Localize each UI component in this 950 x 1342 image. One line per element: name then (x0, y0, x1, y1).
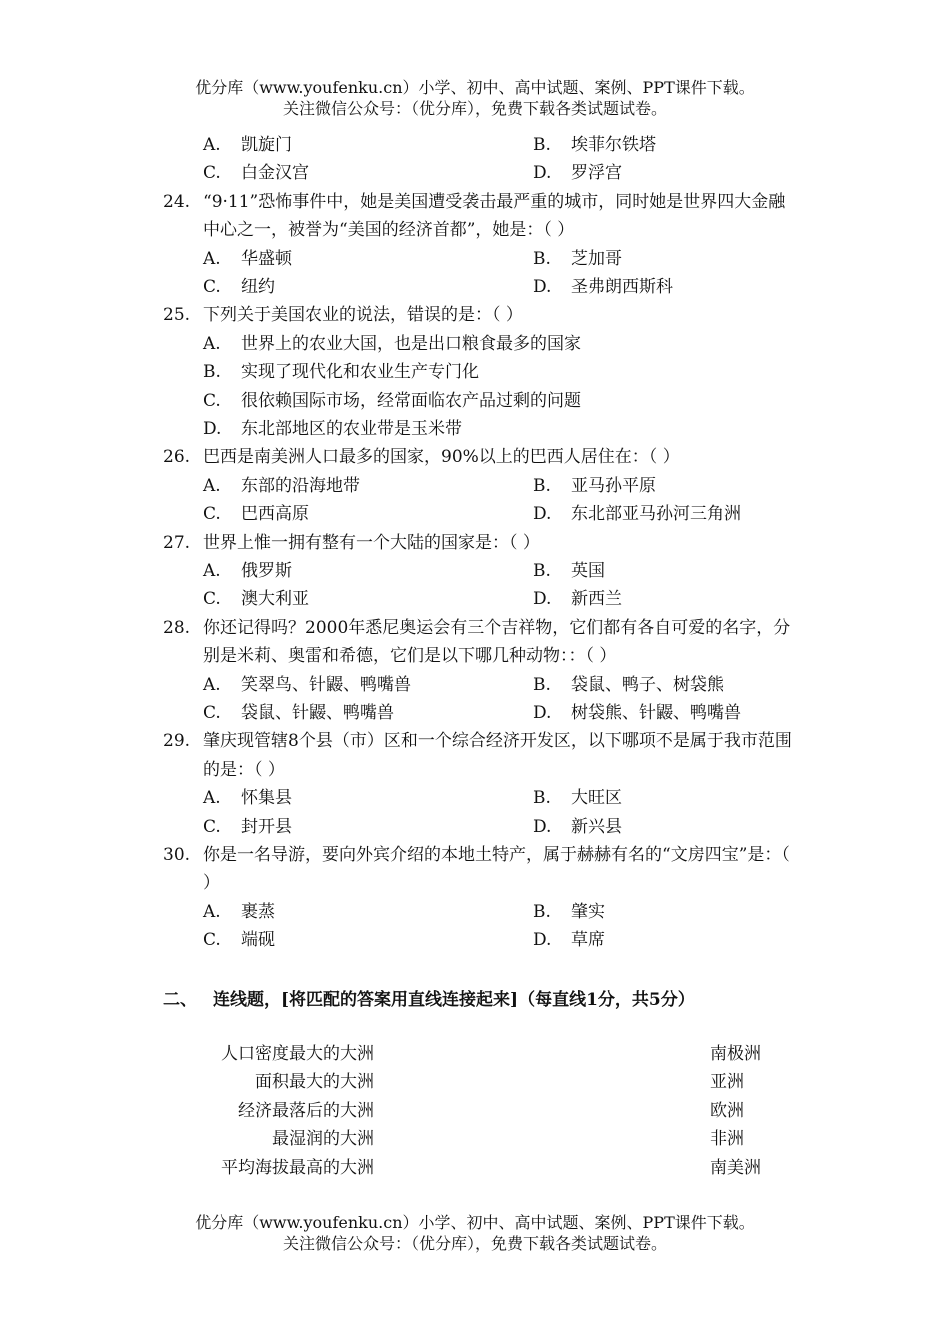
option-c: C. 白金汉宫 (203, 163, 309, 184)
options-row (163, 472, 793, 500)
option-c: C. 很依赖国际市场，经常面临农产品过剩的问题 (203, 390, 581, 411)
match-left-item[interactable]: 面积最大的大洲 (255, 1072, 374, 1093)
match-right-item[interactable]: 欧洲 (710, 1100, 744, 1121)
page-footer (0, 1212, 950, 1254)
option-d: D. 圣弗朗西斯科 (533, 276, 673, 297)
question-text: 下列关于美国农业的说法，错误的是：（ ） (203, 305, 523, 326)
match-row (0, 1097, 950, 1125)
section-number: 二、 (163, 990, 197, 1010)
options-row (163, 500, 793, 528)
section-title: 连线题，[将匹配的答案用直线连接起来]（每直线1分，共5分） (213, 990, 695, 1010)
question-26 (163, 443, 793, 471)
option-a: A. 凯旋门 (203, 135, 292, 155)
match-left-item[interactable]: 平均海拔最高的大洲 (221, 1157, 374, 1178)
option-d: D. 东北部亚马孙河三角洲 (533, 504, 741, 525)
question-text: 你还记得吗？2000年悉尼奥运会有三个吉祥物，它们都有各自可爱的名字，分别是米莉、奥雷和希德，它们是以下哪几种动物：：（ ） (203, 617, 791, 667)
question-text: 世界上惟一拥有整有一个大陆的国家是：（ ） (203, 532, 540, 553)
options-row (163, 813, 793, 841)
options-row (163, 557, 793, 585)
option-a: A. 世界上的农业大国，也是出口粮食最多的国家 (203, 333, 581, 354)
question-number: 29. (163, 731, 191, 752)
header-line-2: 关注微信公众号：（优分库），免费下载各类试题试卷。 (282, 99, 667, 118)
option-b: B. 亚马孙平原 (533, 475, 656, 496)
match-row (0, 1154, 950, 1182)
option-d: D. 树袋熊、针鼹、鸭嘴兽 (533, 702, 741, 723)
options-row (163, 784, 793, 812)
option-b: B. 实现了现代化和农业生产专门化 (203, 362, 479, 383)
option-a: A. 华盛顿 (203, 248, 292, 269)
option-a: A. 俄罗斯 (203, 560, 292, 581)
question-29 (163, 727, 793, 784)
option-b: B. 袋鼠、鸭子、树袋熊 (533, 674, 724, 695)
match-left-item[interactable]: 最湿润的大洲 (272, 1129, 374, 1150)
options-row (163, 131, 793, 159)
question-text: 你是一名导游，要向外宾介绍的本地土特产，属于赫赫有名的“文房四宝”是：（ ） (203, 844, 790, 894)
question-number: 28. (163, 617, 191, 638)
match-right-item[interactable]: 非洲 (710, 1129, 744, 1150)
question-24 (163, 188, 793, 245)
question-number: 30. (163, 844, 191, 865)
options-row (163, 699, 793, 727)
question-number: 24. (163, 191, 191, 212)
match-left-item[interactable]: 人口密度最大的大洲 (221, 1044, 374, 1064)
option-b: B. 英国 (533, 560, 605, 581)
footer-line-1: 优分库（www.youfenku.cn）小学、初中、高中试题、案例、PPT课件下载。 (195, 1213, 755, 1232)
options-row (163, 245, 793, 273)
options-row (163, 159, 793, 187)
question-text: 肇庆现管辖8个县（市）区和一个综合经济开发区，以下哪项不是属于我市范围的是：（ ） (203, 731, 792, 780)
options-row (163, 671, 793, 699)
option-a: A. 笑翠鸟、针鼹、鸭嘴兽 (203, 674, 411, 695)
match-row (0, 1125, 950, 1153)
option-d: D. 东北部地区的农业带是玉米带 (203, 418, 462, 439)
match-right-item[interactable]: 南极洲 (710, 1044, 761, 1064)
question-number: 26. (163, 447, 191, 468)
header-line-1: 优分库（www.youfenku.cn）小学、初中、高中试题、案例、PPT课件下载。 (195, 78, 755, 97)
option-a: A. 怀集县 (203, 788, 292, 809)
question-text: “9·11”恐怖事件中，她是美国遭受袭击最严重的城市，同时她是世界四大金融中心之一，被誉为“美国的经济首都”，她是：（ ） (203, 191, 786, 241)
question-number: 25. (163, 305, 191, 326)
footer-line-2: 关注微信公众号：（优分库），免费下载各类试题试卷。 (282, 1234, 667, 1253)
option-b: B. 大旺区 (533, 788, 622, 809)
option-c: C. 袋鼠、针鼹、鸭嘴兽 (203, 702, 394, 723)
option-c: C. 澳大利亚 (203, 589, 309, 610)
options-row (163, 273, 793, 301)
match-right-item[interactable]: 南美洲 (710, 1157, 761, 1178)
option-b: B. 肇实 (533, 901, 605, 922)
option-a: A. 裹蒸 (203, 901, 275, 922)
option-b: B. 埃菲尔铁塔 (533, 135, 656, 155)
match-right-item[interactable]: 亚洲 (710, 1072, 744, 1093)
match-row (0, 1068, 950, 1096)
option-d: D. 新兴县 (533, 816, 622, 837)
question-25 (163, 301, 793, 329)
match-row (0, 1040, 950, 1068)
question-28 (163, 614, 793, 671)
options-row (163, 898, 793, 926)
option-a: A. 东部的沿海地带 (203, 475, 360, 496)
question-text: 巴西是南美洲人口最多的国家，90%以上的巴西人居住在：（ ） (203, 447, 680, 468)
match-left-item[interactable]: 经济最落后的大洲 (238, 1100, 374, 1121)
page-header (0, 77, 950, 119)
option-c: C. 端砚 (203, 930, 275, 951)
section-heading (163, 985, 695, 1010)
options-row (163, 926, 793, 954)
option-d: D. 新西兰 (533, 589, 622, 610)
option-c: C. 封开县 (203, 816, 292, 837)
question-number: 27. (163, 532, 191, 553)
question-27 (163, 529, 793, 557)
options-row (163, 585, 793, 613)
option-d: D. 草席 (533, 930, 605, 951)
question-list (163, 131, 793, 955)
option-d: D. 罗浮宫 (533, 163, 622, 184)
option-c: C. 纽约 (203, 276, 275, 297)
question-30 (163, 841, 793, 898)
option-c: C. 巴西高原 (203, 504, 309, 525)
option-b: B. 芝加哥 (533, 248, 622, 269)
